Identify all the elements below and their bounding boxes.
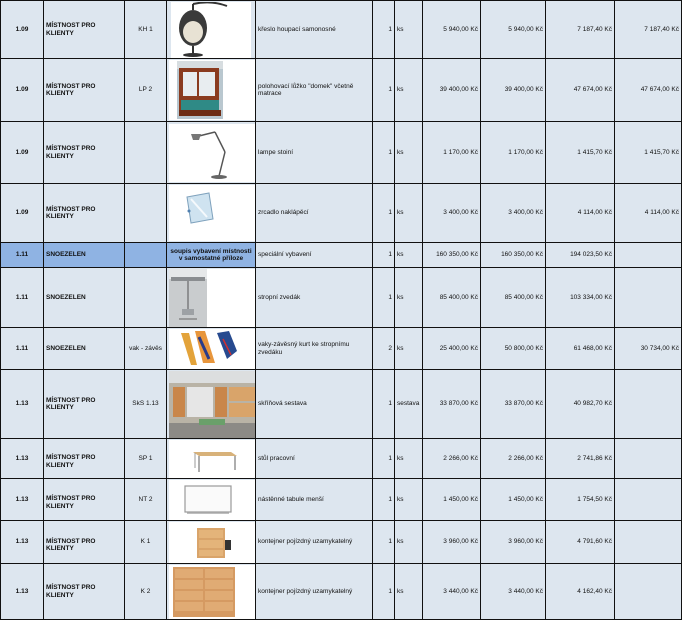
item-code: K 1	[125, 521, 167, 564]
table-row	[1, 521, 682, 564]
item-description: stůl pracovní	[256, 439, 373, 479]
item-quantity: 1	[373, 564, 395, 620]
item-image	[167, 521, 256, 564]
extra-price	[615, 521, 682, 564]
item-description: polohovací lůžko "domek" včetně matrace	[256, 59, 373, 122]
extra-price: 47 674,00 Kč	[615, 59, 682, 122]
room-number: 1.11	[1, 243, 44, 268]
item-image	[167, 268, 256, 328]
hanging-egg-chair-photo	[171, 2, 251, 58]
sling-photo	[169, 329, 255, 369]
total-price: 3 960,00 Kč	[481, 521, 546, 564]
item-unit: ks	[395, 1, 423, 59]
total-price: 160 350,00 Kč	[481, 243, 546, 268]
room-number: 1.13	[1, 564, 44, 620]
room-name: MÍSTNOST PRO KLIENTY	[44, 1, 125, 59]
room-number: 1.13	[1, 521, 44, 564]
item-description: lampe stoiní	[256, 122, 373, 184]
room-name: SNOEZELEN	[44, 268, 125, 328]
item-code: SP 1	[125, 439, 167, 479]
total-price-vat: 47 674,00 Kč	[546, 59, 615, 122]
item-quantity: 1	[373, 184, 395, 243]
unit-price: 1 170,00 Kč	[423, 122, 481, 184]
table-row	[1, 370, 682, 439]
extra-price	[615, 268, 682, 328]
item-image	[167, 184, 256, 243]
item-image	[167, 59, 256, 122]
item-code: vak - závěs	[125, 328, 167, 370]
room-name: MÍSTNOST PRO KLIENTY	[44, 184, 125, 243]
item-unit: ks	[395, 243, 423, 268]
item-image	[167, 1, 256, 59]
room-name: MÍSTNOST PRO KLIENTY	[44, 439, 125, 479]
item-quantity: 1	[373, 439, 395, 479]
item-image	[167, 439, 256, 479]
item-description: speciální vybavení	[256, 243, 373, 268]
unit-price: 160 350,00 Kč	[423, 243, 481, 268]
work-table-photo	[169, 440, 255, 478]
item-unit: ks	[395, 59, 423, 122]
room-number: 1.11	[1, 268, 44, 328]
drawer-container-photo	[169, 565, 255, 619]
table-row	[1, 59, 682, 122]
room-number: 1.13	[1, 439, 44, 479]
unit-price: 25 400,00 Kč	[423, 328, 481, 370]
room-number: 1.09	[1, 1, 44, 59]
extra-price	[615, 439, 682, 479]
item-unit: ks	[395, 268, 423, 328]
unit-price: 39 400,00 Kč	[423, 59, 481, 122]
total-price: 5 940,00 Kč	[481, 1, 546, 59]
house-bed-photo	[169, 60, 255, 120]
room-number: 1.09	[1, 59, 44, 122]
separate-appendix-note: soupis vybavení místnosti v samostatné příloze	[167, 243, 256, 268]
total-price: 3 400,00 Kč	[481, 184, 546, 243]
room-name: MÍSTNOST PRO KLIENTY	[44, 564, 125, 620]
tilting-mirror-photo	[169, 185, 255, 241]
room-number: 1.13	[1, 479, 44, 521]
extra-price	[615, 370, 682, 439]
total-price-vat: 194 023,50 Kč	[546, 243, 615, 268]
total-price-vat: 4 114,00 Kč	[546, 184, 615, 243]
item-code: SkS 1.13	[125, 370, 167, 439]
room-name: MÍSTNOST PRO KLIENTY	[44, 479, 125, 521]
item-description: skříňová sestava	[256, 370, 373, 439]
item-quantity: 1	[373, 370, 395, 439]
item-description: nástěnné tabule menší	[256, 479, 373, 521]
item-unit: ks	[395, 479, 423, 521]
table-row	[1, 184, 682, 243]
total-price: 1 450,00 Kč	[481, 479, 546, 521]
room-name: MÍSTNOST PRO KLIENTY	[44, 122, 125, 184]
extra-price: 7 187,40 Kč	[615, 1, 682, 59]
item-image	[167, 370, 256, 439]
total-price: 3 440,00 Kč	[481, 564, 546, 620]
item-code	[125, 243, 167, 268]
total-price: 39 400,00 Kč	[481, 59, 546, 122]
room-name: SNOEZELEN	[44, 243, 125, 268]
room-name: SNOEZELEN	[44, 328, 125, 370]
extra-price	[615, 243, 682, 268]
item-code: KH 1	[125, 1, 167, 59]
item-quantity: 1	[373, 243, 395, 268]
total-price-vat: 2 741,86 Kč	[546, 439, 615, 479]
total-price: 33 870,00 Kč	[481, 370, 546, 439]
unit-price: 3 440,00 Kč	[423, 564, 481, 620]
room-number: 1.09	[1, 184, 44, 243]
item-description: zrcadlo naklápěcí	[256, 184, 373, 243]
total-price-vat: 1 754,50 Kč	[546, 479, 615, 521]
unit-price: 3 960,00 Kč	[423, 521, 481, 564]
item-code: K 2	[125, 564, 167, 620]
item-unit: ks	[395, 122, 423, 184]
total-price-vat: 103 334,00 Kč	[546, 268, 615, 328]
item-unit: ks	[395, 328, 423, 370]
table-row	[1, 439, 682, 479]
extra-price	[615, 479, 682, 521]
item-unit: ks	[395, 439, 423, 479]
item-code: NT 2	[125, 479, 167, 521]
item-image	[167, 328, 256, 370]
mobile-container-photo	[169, 522, 255, 563]
item-description: kontejner pojízdný uzamykatelný	[256, 564, 373, 620]
unit-price: 1 450,00 Kč	[423, 479, 481, 521]
room-name: MÍSTNOST PRO KLIENTY	[44, 370, 125, 439]
cabinet-set-photo	[169, 371, 256, 438]
item-quantity: 2	[373, 328, 395, 370]
table-row	[1, 122, 682, 184]
room-name: MÍSTNOST PRO KLIENTY	[44, 521, 125, 564]
item-code: LP 2	[125, 59, 167, 122]
room-number: 1.09	[1, 122, 44, 184]
total-price: 50 800,00 Kč	[481, 328, 546, 370]
ceiling-lift-photo	[169, 269, 255, 327]
unit-price: 5 940,00 Kč	[423, 1, 481, 59]
item-image	[167, 479, 256, 521]
item-quantity: 1	[373, 521, 395, 564]
item-unit: ks	[395, 521, 423, 564]
item-description: stropní zvedák	[256, 268, 373, 328]
item-unit: ks	[395, 564, 423, 620]
unit-price: 85 400,00 Kč	[423, 268, 481, 328]
item-quantity: 1	[373, 268, 395, 328]
table-row	[1, 268, 682, 328]
total-price-vat: 40 982,70 Kč	[546, 370, 615, 439]
room-name: MÍSTNOST PRO KLIENTY	[44, 59, 125, 122]
whiteboard-photo	[169, 480, 255, 520]
item-quantity: 1	[373, 59, 395, 122]
total-price-vat: 1 415,70 Kč	[546, 122, 615, 184]
item-unit: sestava	[395, 370, 423, 439]
unit-price: 33 870,00 Kč	[423, 370, 481, 439]
total-price: 85 400,00 Kč	[481, 268, 546, 328]
item-quantity: 1	[373, 479, 395, 521]
item-unit: ks	[395, 184, 423, 243]
extra-price: 1 415,70 Kč	[615, 122, 682, 184]
item-code	[125, 184, 167, 243]
item-code	[125, 268, 167, 328]
total-price-vat: 7 187,40 Kč	[546, 1, 615, 59]
item-description: křeslo houpací samonosné	[256, 1, 373, 59]
table-row	[1, 328, 682, 370]
extra-price: 30 734,00 Kč	[615, 328, 682, 370]
table-row	[1, 243, 682, 268]
total-price-vat: 61 468,00 Kč	[546, 328, 615, 370]
total-price-vat: 4 162,40 Kč	[546, 564, 615, 620]
unit-price: 3 400,00 Kč	[423, 184, 481, 243]
extra-price: 4 114,00 Kč	[615, 184, 682, 243]
item-description: vaky-závěsný kurt ke stropnímu zvedáku	[256, 328, 373, 370]
table-row	[1, 1, 682, 59]
total-price: 1 170,00 Kč	[481, 122, 546, 184]
room-number: 1.13	[1, 370, 44, 439]
floor-lamp-photo	[169, 124, 255, 182]
item-code	[125, 122, 167, 184]
total-price: 2 266,00 Kč	[481, 439, 546, 479]
room-number: 1.11	[1, 328, 44, 370]
item-quantity: 1	[373, 1, 395, 59]
item-quantity: 1	[373, 122, 395, 184]
table-row	[1, 564, 682, 620]
total-price-vat: 4 791,60 Kč	[546, 521, 615, 564]
item-image	[167, 564, 256, 620]
table-row	[1, 479, 682, 521]
item-image	[167, 122, 256, 184]
unit-price: 2 266,00 Kč	[423, 439, 481, 479]
item-description: kontejner pojízdný uzamykatelný	[256, 521, 373, 564]
extra-price	[615, 564, 682, 620]
